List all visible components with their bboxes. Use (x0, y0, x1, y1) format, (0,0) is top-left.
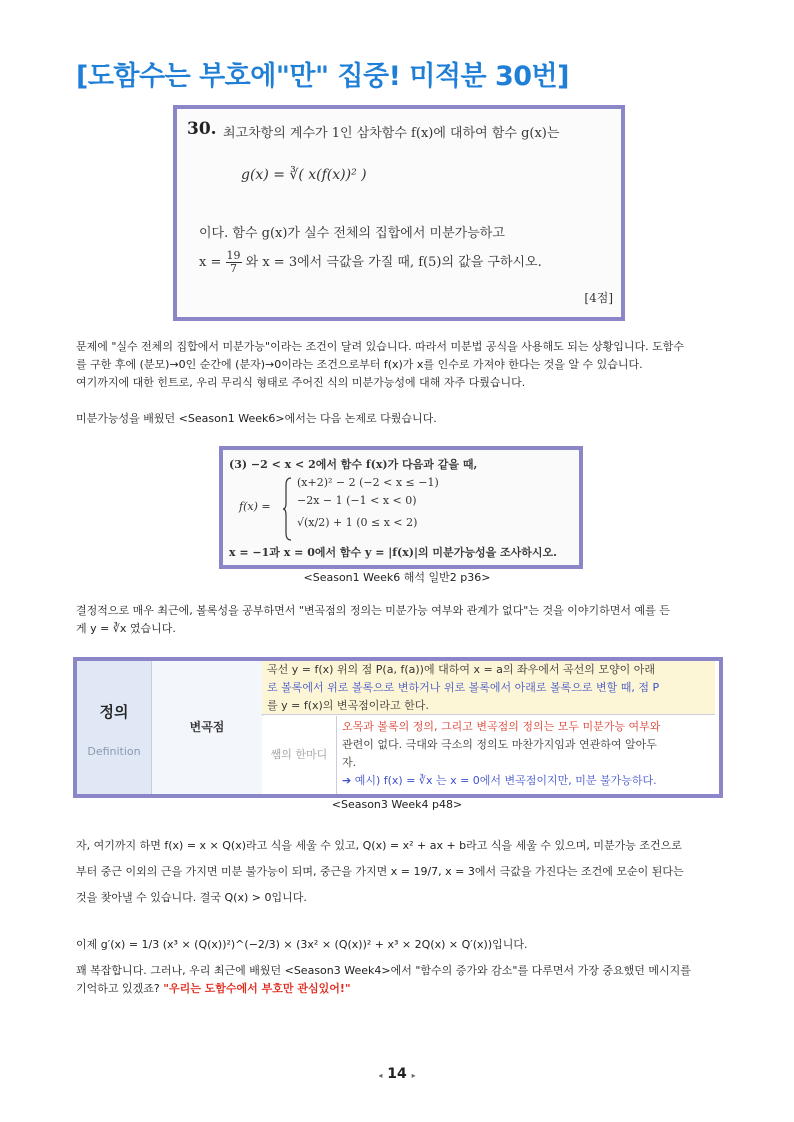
paragraph-4 (76, 833, 718, 911)
problem-line-1: 최고차항의 계수가 1인 삼차함수 f(x)에 대하여 함수 g(x)는 (223, 126, 560, 141)
definition-text-line-3: 를 y = f(x)의 변곡점이라고 한다. (267, 699, 429, 712)
teacher-note (337, 716, 715, 794)
problem-3-image (219, 446, 583, 569)
definition-text (262, 661, 715, 715)
paragraph-6-line-2: 기억하고 있겠죠? (76, 982, 160, 995)
definition-text-line-2: 로 볼록에서 위로 볼록으로 변하거나 위로 볼록에서 아래로 볼록으로 변할 때, 점 P (267, 681, 660, 694)
paragraph-3-line-2: 게 y = ∛x 였습니다. (76, 622, 176, 635)
teacher-note-line-1: 오목과 볼록의 정의, 그리고 변곡점의 정의는 모두 미분가능 여부와 (342, 720, 661, 733)
points-label: [4점] (584, 291, 613, 305)
page-number (0, 1066, 794, 1082)
paragraph-1-line-1: 문제에 "실수 전체의 집합에서 미분가능"이라는 조건이 달려 있습니다. 따라서 미분법 공식을 사용해도 되는 상황입니다. 도함수 (76, 340, 684, 353)
problem-line-3: 이다. 함수 g(x)가 실수 전체의 집합에서 미분가능하고 (199, 226, 505, 241)
teacher-note-line-2: 관련이 없다. 극대와 극소의 정의도 마찬가지임과 연관하여 알아두 (342, 738, 657, 751)
fraction-19-7 (226, 250, 242, 275)
definition-term-cell (151, 661, 263, 794)
definition-term: 변곡점 (189, 720, 225, 734)
key-message: "우리는 도함수에서 부호만 관심있어!" (163, 982, 351, 995)
teacher-note-label: 쌤의 한마디 (262, 716, 337, 794)
teacher-note-line-3: 자. (342, 756, 357, 769)
paragraph-5: 이제 g′(x) = 1/3 (x³ × (Q(x))²)^(−2/3) × (3x² × (Q(x))² + x³ × 2Q(x) × Q′(x))입니다. (76, 938, 528, 951)
definition-label-cell (77, 661, 151, 794)
paragraph-6-line-1: 꽤 복잡합니다. 그러나, 우리 최근에 배웠던 <Season3 Week4>에서 "함수의 증가와 감소"를 다루면서 가장 중요했던 메시지를 (76, 964, 691, 977)
teacher-note-example: ➔ 예시) f(x) = ∛x 는 x = 0에서 변곡점이지만, 미분 불가능하다. (342, 774, 657, 787)
triangle-right-icon: ▸ (411, 1071, 416, 1080)
paragraph-3-line-1: 결정적으로 매우 최근에, 볼록성을 공부하면서 "변곡점의 정의는 미분가능 여부와 관계가 없다"는 것을 이야기하면서 예를 든 (76, 604, 670, 617)
problem-3-case-1: (x+2)² − 2 (−2 < x ≤ −1) (297, 476, 439, 489)
definition-label-en: Definition (87, 745, 141, 758)
caption-season3: <Season3 Week4 p48> (331, 798, 463, 811)
definition-table (73, 657, 723, 798)
page-number-value: 14 (387, 1066, 407, 1082)
definition-label-ko: 정의 (99, 703, 129, 721)
problem-3-header: (3) −2 < x < 2에서 함수 f(x)가 다음과 같을 때, (229, 458, 478, 471)
paragraph-1-line-3: 여기까지에 대한 힌트로, 우리 무리식 형태로 주어진 식의 미분가능성에 대해 자주 다뤘습니다. (76, 376, 526, 389)
problem-30-image (173, 105, 625, 321)
paragraph-4-line-3: 것을 찾아낼 수 있습니다. 결국 Q(x) > 0입니다. (76, 891, 307, 904)
caption-season1: <Season1 Week6 해석 일반2 p36> (303, 571, 491, 584)
triangle-left-icon: ◂ (378, 1071, 383, 1080)
brace-icon (283, 477, 293, 541)
frac-numerator: 19 (226, 249, 241, 262)
paragraph-3 (76, 602, 718, 638)
page-title: [도함수는 부호에"만" 집중! 미적분 30번] (76, 61, 569, 92)
line4-prefix: x = (199, 255, 226, 270)
problem-3-footer: x = −1과 x = 0에서 함수 y = |f(x)|의 미분가능성을 조사하시오. (229, 546, 557, 559)
problem-3-case-3: √(x/2) + 1 (0 ≤ x < 2) (297, 516, 418, 529)
problem-number: 30. (187, 119, 217, 139)
paragraph-4-line-2: 부터 중근 이외의 근을 가지면 미분 불가능이 되며, 중근을 가지면 x = 19/7, x = 3에서 극값을 가진다는 조건에 모순이 된다는 (76, 865, 684, 878)
paragraph-4-line-1: 자, 여기까지 하면 f(x) = x × Q(x)라고 식을 세울 수 있고, Q(x) = x² + ax + b라고 식을 세울 수 있으며, 미분가능 조건으로 (76, 839, 682, 852)
paragraph-1-line-2: 를 구한 후에 (분모)→0인 순간에 (분자)→0이라는 조건으로부터 f(x)가 x를 인수로 가져야 한다는 것을 알 수 있습니다. (76, 358, 643, 371)
problem-3-case-2: −2x − 1 (−1 < x < 0) (297, 494, 417, 507)
problem-formula: g(x) = ∛( x(f(x))² ) (241, 167, 367, 183)
paragraph-6 (76, 962, 718, 998)
paragraph-2: 미분가능성을 배웠던 <Season1 Week6>에서는 다음 논제로 다뤘습니다. (76, 412, 437, 425)
problem-line-4 (199, 250, 542, 275)
line4-suffix: 와 x = 3에서 극값을 가질 때, f(5)의 값을 구하시오. (245, 255, 542, 270)
definition-text-line-1: 곡선 y = f(x) 위의 점 P(a, f(a))에 대하여 x = a의 좌우에서 곡선의 모양이 아래 (267, 663, 656, 676)
frac-denominator: 7 (230, 262, 237, 275)
problem-3-fx: f(x) = (239, 500, 271, 513)
paragraph-1 (76, 338, 718, 392)
